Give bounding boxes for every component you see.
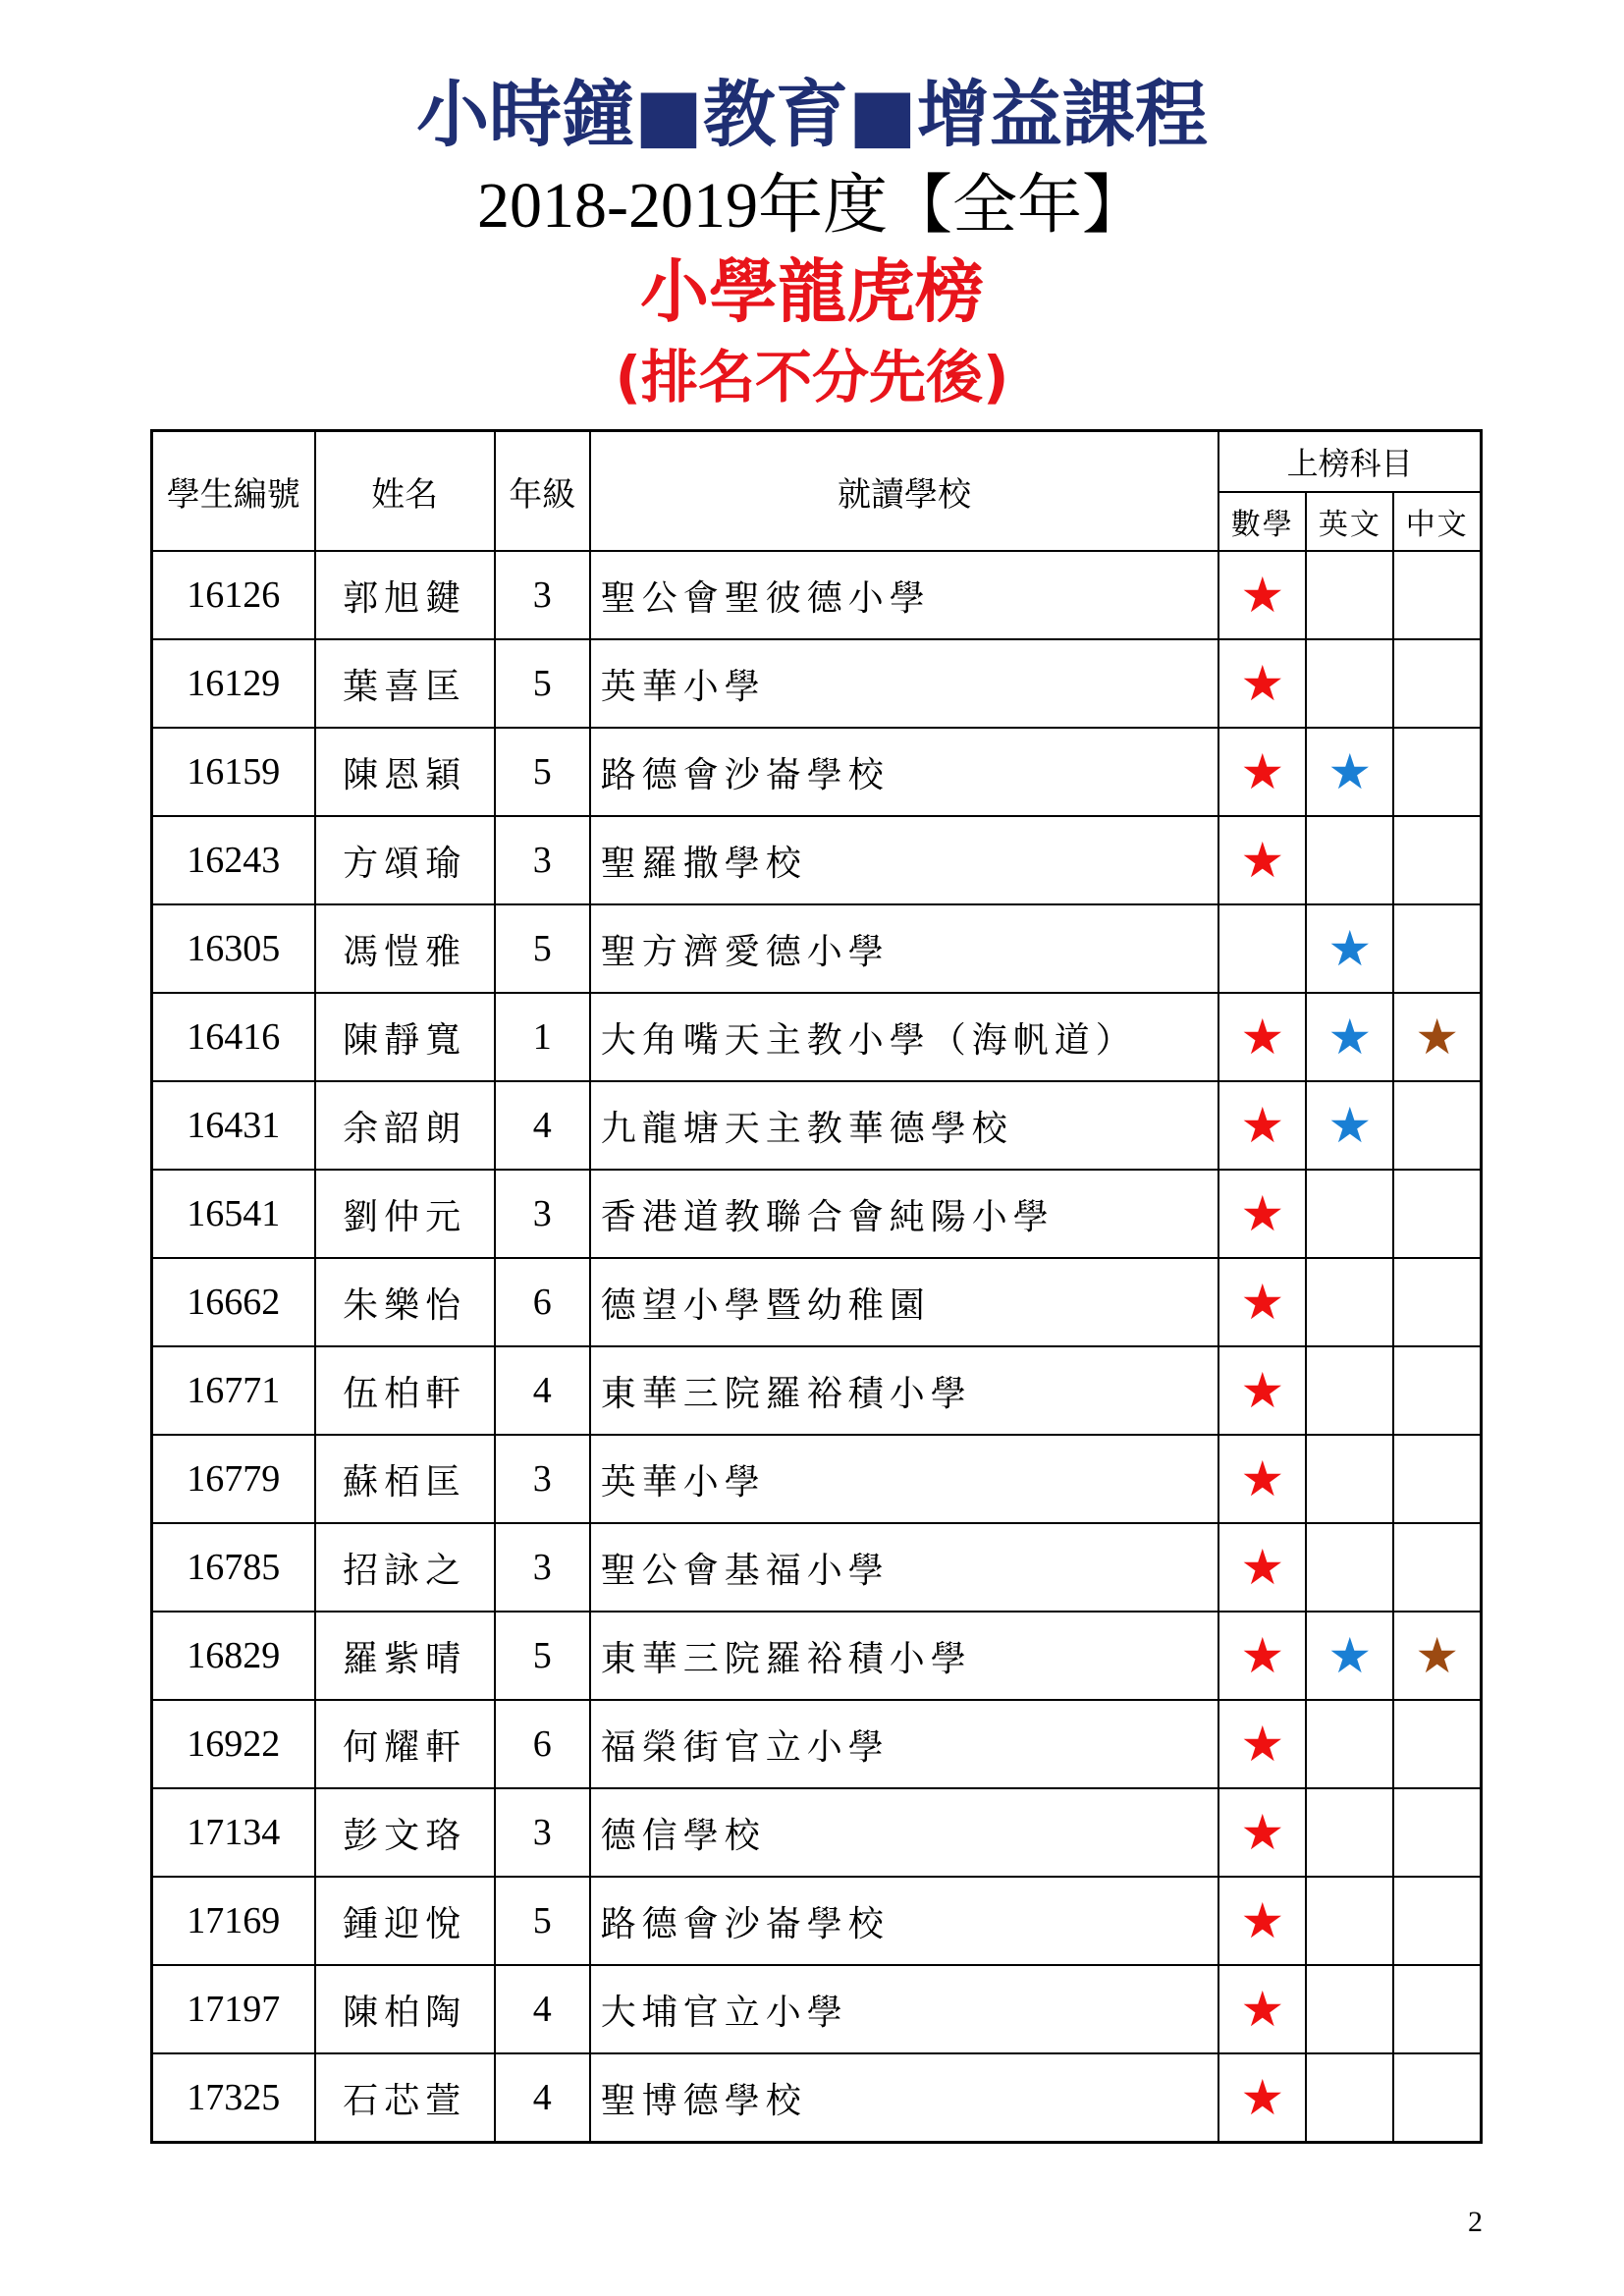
student-name: 葉喜匡 bbox=[315, 639, 495, 728]
student-id: 16829 bbox=[152, 1612, 315, 1700]
subject-cell-english bbox=[1306, 1700, 1393, 1788]
subject-cell-chinese bbox=[1393, 1788, 1481, 1877]
student-id: 17325 bbox=[152, 2053, 315, 2143]
table-row bbox=[152, 1346, 1482, 1435]
table-body bbox=[152, 551, 1482, 2143]
student-grade: 4 bbox=[495, 1081, 590, 1170]
student-school: 福榮街官立小學 bbox=[590, 1700, 1218, 1788]
student-name: 伍柏軒 bbox=[315, 1346, 495, 1435]
subject-cell-english bbox=[1306, 1877, 1393, 1965]
student-name: 余韶朗 bbox=[315, 1081, 495, 1170]
student-school: 聖方濟愛德小學 bbox=[590, 904, 1218, 993]
student-name: 劉仲元 bbox=[315, 1170, 495, 1258]
subject-cell-math bbox=[1218, 639, 1306, 728]
student-school: 德望小學暨幼稚園 bbox=[590, 1258, 1218, 1346]
col-header-english: 英文 bbox=[1306, 492, 1393, 551]
subject-cell-chinese bbox=[1393, 1435, 1481, 1523]
student-name: 郭旭鍵 bbox=[315, 551, 495, 639]
table-row bbox=[152, 551, 1482, 639]
english-star-icon: ★ bbox=[1327, 1009, 1373, 1066]
table-row bbox=[152, 993, 1482, 1081]
student-id: 16416 bbox=[152, 993, 315, 1081]
student-id: 17197 bbox=[152, 1965, 315, 2053]
col-header-school: 就讀學校 bbox=[590, 431, 1218, 552]
student-name: 石芯萱 bbox=[315, 2053, 495, 2143]
table-row bbox=[152, 728, 1482, 816]
chinese-star-icon: ★ bbox=[1415, 1627, 1460, 1684]
subject-cell-chinese bbox=[1393, 1700, 1481, 1788]
subject-cell-math bbox=[1218, 1612, 1306, 1700]
student-id: 16431 bbox=[152, 1081, 315, 1170]
student-school: 德信學校 bbox=[590, 1788, 1218, 1877]
student-school: 大角嘴天主教小學（海帆道） bbox=[590, 993, 1218, 1081]
subject-cell-math bbox=[1218, 1965, 1306, 2053]
student-id: 16159 bbox=[152, 728, 315, 816]
english-star-icon: ★ bbox=[1327, 743, 1373, 800]
student-name: 羅紫晴 bbox=[315, 1612, 495, 1700]
ranking-table bbox=[150, 429, 1483, 2144]
student-id: 16243 bbox=[152, 816, 315, 904]
subject-cell-math bbox=[1218, 1700, 1306, 1788]
student-id: 17134 bbox=[152, 1788, 315, 1877]
student-school: 東華三院羅裕積小學 bbox=[590, 1346, 1218, 1435]
ranking-note: (排名不分先後) bbox=[615, 344, 1009, 410]
math-star-icon: ★ bbox=[1240, 2069, 1285, 2126]
student-grade: 3 bbox=[495, 816, 590, 904]
table-row bbox=[152, 1170, 1482, 1258]
math-star-icon: ★ bbox=[1240, 1804, 1285, 1861]
subject-cell-math bbox=[1218, 1877, 1306, 1965]
table-row bbox=[152, 2053, 1482, 2143]
subject-cell-math bbox=[1218, 1346, 1306, 1435]
table-row bbox=[152, 1523, 1482, 1612]
math-star-icon: ★ bbox=[1240, 1185, 1285, 1242]
table-row bbox=[152, 1965, 1482, 2053]
student-school: 大埔官立小學 bbox=[590, 1965, 1218, 2053]
student-grade: 3 bbox=[495, 1788, 590, 1877]
table-row bbox=[152, 1877, 1482, 1965]
student-grade: 6 bbox=[495, 1258, 590, 1346]
subject-cell-english bbox=[1306, 904, 1393, 993]
student-grade: 3 bbox=[495, 551, 590, 639]
student-name: 朱樂怡 bbox=[315, 1258, 495, 1346]
math-star-icon: ★ bbox=[1240, 567, 1285, 624]
subject-cell-chinese bbox=[1393, 904, 1481, 993]
student-grade: 5 bbox=[495, 1612, 590, 1700]
table-row bbox=[152, 639, 1482, 728]
math-star-icon: ★ bbox=[1240, 743, 1285, 800]
subject-cell-chinese bbox=[1393, 1346, 1481, 1435]
table-row bbox=[152, 1612, 1482, 1700]
student-school: 路德會沙崙學校 bbox=[590, 728, 1218, 816]
subject-cell-chinese bbox=[1393, 1170, 1481, 1258]
table-row bbox=[152, 1700, 1482, 1788]
student-grade: 4 bbox=[495, 2053, 590, 2143]
subject-cell-english bbox=[1306, 728, 1393, 816]
math-star-icon: ★ bbox=[1240, 1627, 1285, 1684]
student-school: 聖公會基福小學 bbox=[590, 1523, 1218, 1612]
col-header-name: 姓名 bbox=[315, 431, 495, 552]
student-grade: 4 bbox=[495, 1346, 590, 1435]
subject-cell-chinese bbox=[1393, 2053, 1481, 2143]
student-grade: 5 bbox=[495, 728, 590, 816]
student-grade: 5 bbox=[495, 639, 590, 728]
math-star-icon: ★ bbox=[1240, 1097, 1285, 1154]
student-name: 陳恩穎 bbox=[315, 728, 495, 816]
table-row bbox=[152, 1081, 1482, 1170]
student-id: 17169 bbox=[152, 1877, 315, 1965]
subject-cell-chinese bbox=[1393, 728, 1481, 816]
table-row bbox=[152, 816, 1482, 904]
subject-cell-english bbox=[1306, 993, 1393, 1081]
subject-cell-english bbox=[1306, 1170, 1393, 1258]
student-name: 陳柏陶 bbox=[315, 1965, 495, 2053]
math-star-icon: ★ bbox=[1240, 1539, 1285, 1596]
student-id: 16785 bbox=[152, 1523, 315, 1612]
subject-cell-english bbox=[1306, 1081, 1393, 1170]
subject-cell-english bbox=[1306, 1523, 1393, 1612]
math-star-icon: ★ bbox=[1240, 1362, 1285, 1419]
subject-cell-english bbox=[1306, 1612, 1393, 1700]
student-school: 聖博德學校 bbox=[590, 2053, 1218, 2143]
subject-cell-math bbox=[1218, 1258, 1306, 1346]
subject-cell-english bbox=[1306, 1346, 1393, 1435]
student-grade: 3 bbox=[495, 1523, 590, 1612]
student-school: 九龍塘天主教華德學校 bbox=[590, 1081, 1218, 1170]
student-id: 16662 bbox=[152, 1258, 315, 1346]
subject-cell-math bbox=[1218, 1523, 1306, 1612]
math-star-icon: ★ bbox=[1240, 1981, 1285, 2038]
org-title: 小時鐘■教育■增益課程 bbox=[416, 73, 1208, 157]
student-grade: 5 bbox=[495, 1877, 590, 1965]
math-star-icon: ★ bbox=[1240, 1892, 1285, 1949]
subject-cell-math bbox=[1218, 728, 1306, 816]
english-star-icon: ★ bbox=[1327, 1097, 1373, 1154]
student-id: 16541 bbox=[152, 1170, 315, 1258]
col-header-grade: 年級 bbox=[495, 431, 590, 552]
student-grade: 6 bbox=[495, 1700, 590, 1788]
subject-cell-chinese bbox=[1393, 1612, 1481, 1700]
math-star-icon: ★ bbox=[1240, 1716, 1285, 1773]
chinese-star-icon: ★ bbox=[1415, 1009, 1460, 1066]
subject-cell-chinese bbox=[1393, 639, 1481, 728]
subject-cell-math bbox=[1218, 993, 1306, 1081]
student-grade: 1 bbox=[495, 993, 590, 1081]
subject-cell-math bbox=[1218, 904, 1306, 993]
student-name: 彭文珞 bbox=[315, 1788, 495, 1877]
col-header-math: 數學 bbox=[1218, 492, 1306, 551]
student-grade: 4 bbox=[495, 1965, 590, 2053]
subject-cell-chinese bbox=[1393, 816, 1481, 904]
subject-cell-chinese bbox=[1393, 1258, 1481, 1346]
english-star-icon: ★ bbox=[1327, 1627, 1373, 1684]
student-school: 香港道教聯合會純陽小學 bbox=[590, 1170, 1218, 1258]
subject-cell-chinese bbox=[1393, 1877, 1481, 1965]
math-star-icon: ★ bbox=[1240, 655, 1285, 712]
subject-cell-english bbox=[1306, 1965, 1393, 2053]
student-school: 聖羅撒學校 bbox=[590, 816, 1218, 904]
student-school: 英華小學 bbox=[590, 1435, 1218, 1523]
math-star-icon: ★ bbox=[1240, 832, 1285, 889]
subject-cell-english bbox=[1306, 1258, 1393, 1346]
table-row bbox=[152, 1788, 1482, 1877]
subject-cell-chinese bbox=[1393, 551, 1481, 639]
subject-cell-math bbox=[1218, 1435, 1306, 1523]
board-title: 小學龍虎榜 bbox=[640, 251, 984, 332]
subject-cell-english bbox=[1306, 816, 1393, 904]
table-row bbox=[152, 1435, 1482, 1523]
subject-cell-chinese bbox=[1393, 1965, 1481, 2053]
student-name: 招詠之 bbox=[315, 1523, 495, 1612]
student-grade: 3 bbox=[495, 1170, 590, 1258]
student-id: 16771 bbox=[152, 1346, 315, 1435]
subject-cell-english bbox=[1306, 551, 1393, 639]
subject-cell-math bbox=[1218, 1788, 1306, 1877]
subject-cell-math bbox=[1218, 816, 1306, 904]
subject-cell-english bbox=[1306, 2053, 1393, 2143]
subject-cell-chinese bbox=[1393, 1081, 1481, 1170]
subject-cell-math bbox=[1218, 551, 1306, 639]
student-name: 蘇栢匡 bbox=[315, 1435, 495, 1523]
student-school: 路德會沙崙學校 bbox=[590, 1877, 1218, 1965]
student-id: 16305 bbox=[152, 904, 315, 993]
col-header-id: 學生編號 bbox=[152, 431, 315, 552]
student-name: 馮愷雅 bbox=[315, 904, 495, 993]
page-number: 2 bbox=[1468, 2206, 1483, 2238]
subject-cell-chinese bbox=[1393, 993, 1481, 1081]
student-name: 陳靜寬 bbox=[315, 993, 495, 1081]
subject-cell-chinese bbox=[1393, 1523, 1481, 1612]
col-header-chinese: 中文 bbox=[1393, 492, 1481, 551]
year-title: 2018-2019年度【全年】 bbox=[477, 170, 1147, 242]
student-id: 16129 bbox=[152, 639, 315, 728]
subject-cell-math bbox=[1218, 1081, 1306, 1170]
table-row bbox=[152, 1258, 1482, 1346]
english-star-icon: ★ bbox=[1327, 920, 1373, 977]
subject-cell-math bbox=[1218, 2053, 1306, 2143]
student-school: 東華三院羅裕積小學 bbox=[590, 1612, 1218, 1700]
student-id: 16922 bbox=[152, 1700, 315, 1788]
student-school: 聖公會聖彼德小學 bbox=[590, 551, 1218, 639]
student-id: 16779 bbox=[152, 1435, 315, 1523]
student-name: 鍾迎悅 bbox=[315, 1877, 495, 1965]
math-star-icon: ★ bbox=[1240, 1009, 1285, 1066]
student-name: 方頌瑜 bbox=[315, 816, 495, 904]
student-name: 何耀軒 bbox=[315, 1700, 495, 1788]
student-grade: 5 bbox=[495, 904, 590, 993]
table-row bbox=[152, 904, 1482, 993]
subject-cell-math bbox=[1218, 1170, 1306, 1258]
subject-cell-english bbox=[1306, 1435, 1393, 1523]
student-school: 英華小學 bbox=[590, 639, 1218, 728]
student-grade: 3 bbox=[495, 1435, 590, 1523]
math-star-icon: ★ bbox=[1240, 1450, 1285, 1507]
subject-cell-english bbox=[1306, 639, 1393, 728]
subject-cell-english bbox=[1306, 1788, 1393, 1877]
col-header-subjects: 上榜科目 bbox=[1218, 431, 1481, 493]
math-star-icon: ★ bbox=[1240, 1274, 1285, 1331]
student-id: 16126 bbox=[152, 551, 315, 639]
